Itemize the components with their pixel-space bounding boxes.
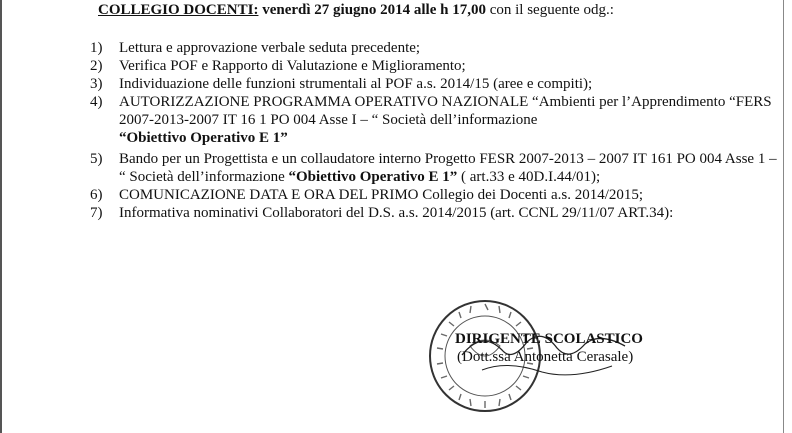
agenda-item-body (119, 93, 780, 147)
meeting-date: venerdì 27 giugno 2014 alle h 17,00 (262, 2, 486, 18)
agenda-item-number: 1) (90, 40, 103, 56)
signatory-role: DIRIGENTE SCOLASTICO (455, 331, 643, 347)
agenda-item (90, 75, 780, 93)
agenda-item-bold: “Obiettivo Operativo E 1” (119, 130, 288, 146)
agenda-item (90, 93, 780, 147)
agenda-item-text: Bando per un Progettista e un collaudatore interno Progetto FESR 2007-2013 – 2007 IT 161 PO 004 Asse 1 – “ Società dell’informazione (119, 151, 777, 185)
agenda-item-body (119, 150, 780, 186)
agenda-item-text: Individuazione delle funzioni strumentali al POF a.s. 2014/15 (aree e compiti); (119, 76, 593, 92)
agenda-item-bold: “Obiettivo Operativo E 1” (288, 169, 458, 185)
meeting-header-rest: con il seguente odg.: (489, 2, 614, 18)
agenda-item-number: 5) (90, 151, 103, 167)
agenda-item (90, 186, 780, 204)
agenda-item-text-tail: ( art.33 e 40D.I.44/01); (457, 169, 601, 185)
agenda-item-number: 7) (90, 205, 103, 221)
meeting-title: COLLEGIO DOCENTI: (98, 2, 259, 18)
agenda-item-number: 3) (90, 76, 103, 92)
meeting-header (98, 2, 614, 19)
agenda-item (90, 39, 780, 57)
agenda-item-text: COMUNICAZIONE DATA E ORA DEL PRIMO Collegio dei Docenti a.s. 2014/2015; (119, 187, 644, 203)
page-right-edge (783, 0, 784, 433)
agenda-item-number: 2) (90, 58, 103, 74)
agenda-item-text: Verifica POF e Rapporto di Valutazione e Miglioramento; (119, 58, 466, 74)
agenda-item-text: AUTORIZZAZIONE PROGRAMMA OPERATIVO NAZIONALE “Ambienti per l’Apprendimento “FERS 2007-2013-2007 IT 16 1 PO 004 Asse I – “ Società dell’informazione (119, 94, 772, 128)
agenda-item-number: 4) (90, 94, 103, 110)
signature-block (455, 330, 643, 366)
page-left-edge (0, 0, 2, 433)
agenda-list (90, 39, 780, 222)
agenda-item-number: 6) (90, 187, 103, 203)
agenda-item-text: Lettura e approvazione verbale seduta precedente; (119, 40, 421, 56)
agenda-item-text: Informativa nominativi Collaboratori del D.S. a.s. 2014/2015 (art. CCNL 29/11/07 ART.34): (119, 205, 674, 221)
agenda-item (90, 204, 780, 222)
signatory-name: (Dott.ssa Antonetta Cerasale) (457, 349, 634, 365)
agenda-item (90, 57, 780, 75)
agenda-item (90, 150, 780, 186)
